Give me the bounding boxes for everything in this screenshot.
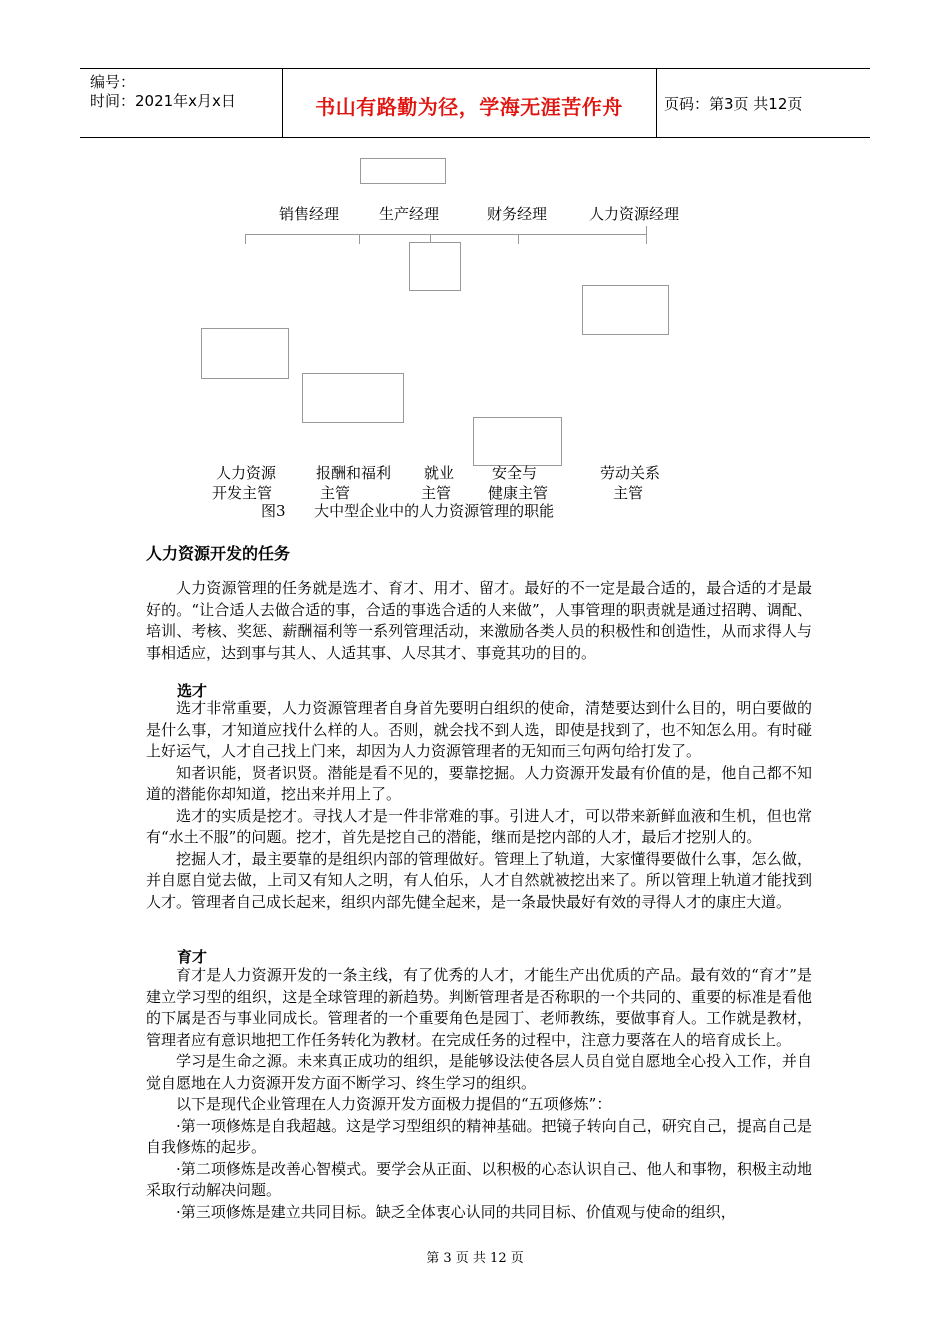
- intro-text: [146, 578, 812, 664]
- paragraph: 挖掘人才，最主要靠的是组织内部的管理做好。管理上了轨道，大家懂得要做什么事，怎么做，并自愿自觉去做，上司又有知人之明，有人伯乐，人才自然就被挖出来了。所以管理上轨道才能找到人才。管理者自己成长起来，组织内部先健全起来，是一条最快最好有效的寻得人才的康庄大道。: [146, 849, 812, 911]
- number-label: 编号：: [90, 73, 136, 91]
- paragraph: 知者识能，贤者识贤。潜能是看不见的，要靠挖掘。人力资源开发最有价值的是，他自己都不知道的潜能你却知道，挖出来并用上了。: [146, 763, 812, 803]
- role-labor-l2: 主管: [613, 484, 644, 502]
- bullet-item: ·第三项修炼是建立共同目标。缺乏全体衷心认同的共同目标、价值观与使命的组织，: [176, 1202, 736, 1221]
- manager-sales: 销售经理: [279, 205, 340, 223]
- bullet-item: ·第一项修炼是自我超越。这是学习型组织的精神基础。把镜子转向自己，研究自己，提高自己是自我修炼的起步。: [146, 1116, 812, 1156]
- manager-production: 生产经理: [379, 205, 440, 223]
- header-meta: [90, 73, 236, 111]
- chart-connector-h: [245, 234, 646, 235]
- chart-box-4: [302, 373, 404, 423]
- chart-box-1: [409, 242, 461, 291]
- page-footer: 第 3 页 共 12 页: [426, 1251, 524, 1266]
- chart-box-2: [582, 285, 669, 335]
- role-employment-l1: 就业: [424, 464, 455, 482]
- header-divider-right: [656, 69, 657, 137]
- role-hr-dev-l1: 人力资源: [216, 464, 277, 482]
- manager-finance: 财务经理: [487, 205, 548, 223]
- paragraph: 选才非常重要，人力资源管理者自身首先要明白组织的使命，清楚要达到什么目的，明白要做的是什么事，才知道应找什么样的人。否则，就会找不到人选，即使是找到了，也不知怎么用。有时碰上好运气，人才自己找上门来，却因为人力资源管理者的无知而三句两句给打发了。: [146, 699, 812, 760]
- chart-connector-v5: [646, 226, 647, 244]
- top-box: [360, 158, 446, 184]
- paragraph: 以下是现代企业管理在人力资源开发方面极力提倡的“五项修炼”：: [176, 1095, 612, 1113]
- paragraph: 学习是生命之源。未来真正成功的组织，是能够设法使各层人员自觉自愿地全心投入工作，并自觉自愿地在人力资源开发方面不断学习、终生学习的组织。: [146, 1052, 812, 1092]
- header-motto: 书山有路勤为径，学海无涯苦作舟: [315, 95, 623, 119]
- page-header: [80, 68, 870, 138]
- subsection-title-xuancai: 选才: [177, 682, 208, 700]
- role-labor-l1: 劳动关系: [600, 464, 661, 482]
- role-safety-l1: 安全与: [492, 464, 538, 482]
- role-compensation-l2: 主管: [320, 484, 351, 502]
- paragraph: 育才是人力资源开发的一条主线，有了优秀的人才，才能生产出优质的产品。最有效的“育才”是建立学习型的组织，这是全球管理的新趋势。判断管理者是否称职的一个共同的、重要的标准是看他的下属是否与事业同成长。管理者的一个重要角色是园丁、老师教练，要做事育人。工作就是教材，管理者应有意识地把工作任务转化为教材。在完成任务的过程中，注意力要落在人的培育成长上。: [146, 966, 812, 1049]
- xuancai-text: [146, 698, 812, 913]
- paragraph: 选才的实质是挖才。寻找人才是一件非常难的事。引进人才，可以带来新鲜血液和生机，但也常有“水土不服”的问题。挖才，首先是挖自己的潜能，继而是挖内部的人才，最后才挖别人的。: [146, 806, 812, 846]
- chart-connector-v2: [359, 234, 360, 244]
- chart-box-3: [201, 328, 289, 379]
- intro-paragraph: 人力资源管理的任务就是选才、育才、用才、留才。最好的不一定是最合适的，最合适的才是最好的。“让合适人去做合适的事，合适的事选合适的人来做”，人事管理的职责就是通过招聘、调配、培训、考核、奖惩、薪酬福利等一系列管理活动，来激励各类人员的积极性和创造性，从而求得人与事相适应，达到事与其人、人适其事、人尽其才、事竟其功的目的。: [146, 579, 812, 662]
- role-hr-dev-l2: 开发主管: [212, 484, 273, 502]
- manager-hr: 人力资源经理: [589, 205, 680, 223]
- chart-connector-v1: [245, 234, 246, 244]
- role-employment-l2: 主管: [421, 484, 452, 502]
- role-compensation-l1: 报酬和福利: [316, 464, 392, 482]
- header-page-info: 页码：第3页 共12页: [664, 95, 803, 113]
- time-label: 时间：2021年x月x日: [90, 92, 236, 110]
- role-safety-l2: 健康主管: [488, 484, 549, 502]
- chart-connector-v4: [518, 234, 519, 244]
- chart-box-5: [473, 417, 562, 466]
- yucai-text: [146, 965, 812, 1223]
- chart-caption: 图3 大中型企业中的人力资源管理的职能: [261, 502, 555, 520]
- bullet-item: ·第二项修炼是改善心智模式。要学会从正面、以积极的心态认识自己、他人和事物，积极主动地采取行动解决问题。: [146, 1159, 812, 1199]
- section-title: 人力资源开发的任务: [146, 544, 291, 563]
- subsection-title-yucai: 育才: [177, 948, 208, 966]
